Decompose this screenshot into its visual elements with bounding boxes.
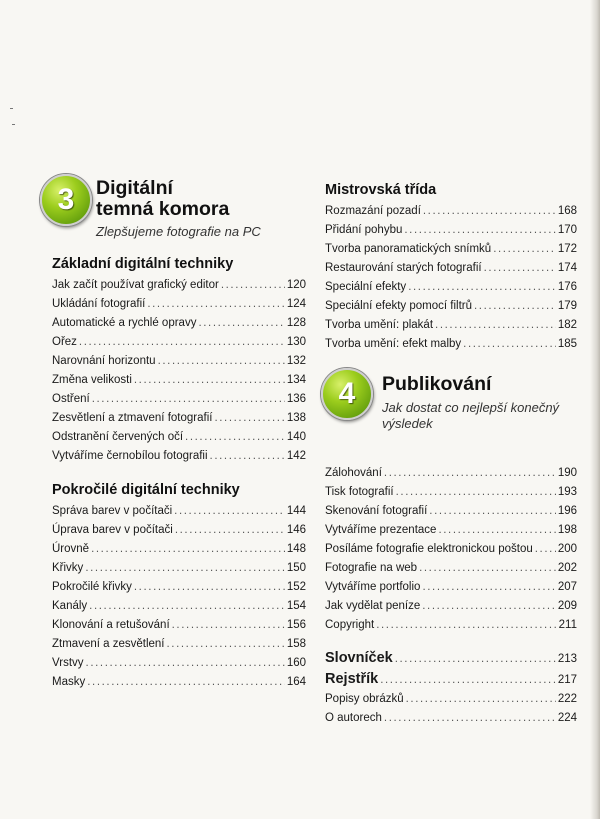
toc-entry-page: 146 bbox=[286, 524, 306, 536]
toc-entry[interactable] bbox=[325, 259, 577, 278]
dot-leader bbox=[147, 295, 284, 314]
dot-leader bbox=[474, 297, 556, 316]
toc-right-column bbox=[325, 182, 577, 728]
dot-leader bbox=[408, 278, 556, 297]
toc-entry-label: Přidání pohybu bbox=[325, 224, 403, 236]
toc-entry[interactable] bbox=[52, 540, 306, 559]
dot-leader bbox=[172, 616, 285, 635]
dot-leader bbox=[91, 540, 285, 559]
toc-entry-page: 224 bbox=[557, 712, 577, 724]
dot-leader bbox=[85, 559, 285, 578]
dot-leader bbox=[463, 335, 556, 354]
toc-entry-label: Zálohování bbox=[325, 467, 382, 479]
dot-leader bbox=[396, 483, 556, 502]
toc-entry[interactable] bbox=[325, 240, 577, 259]
toc-entry-label: Změna velikosti bbox=[52, 374, 132, 386]
toc-left-column bbox=[52, 172, 306, 692]
dot-leader bbox=[221, 276, 285, 295]
toc-entry[interactable] bbox=[325, 335, 577, 354]
dot-leader bbox=[376, 616, 556, 635]
toc-entry-label: Úrovně bbox=[52, 543, 90, 555]
toc-entry-label: Popisy obrázků bbox=[325, 693, 404, 705]
toc-entry[interactable] bbox=[52, 352, 306, 371]
toc-entry-label: O autorech bbox=[325, 712, 382, 724]
toc-entry[interactable] bbox=[325, 221, 577, 240]
toc-entry-label: Rozmazání pozadí bbox=[325, 205, 421, 217]
toc-entry[interactable] bbox=[325, 521, 577, 540]
toc-entry[interactable] bbox=[52, 635, 306, 654]
toc-entry[interactable] bbox=[52, 559, 306, 578]
toc-entry-page: 209 bbox=[557, 600, 577, 612]
toc-entry[interactable] bbox=[325, 559, 577, 578]
toc-entry-label: Vytváříme portfolio bbox=[325, 581, 421, 593]
toc-entry-page: 213 bbox=[557, 653, 577, 665]
chapter-title-line-2: temná komora bbox=[96, 198, 230, 220]
dot-leader bbox=[438, 521, 555, 540]
toc-entry-label: Speciální efekty pomocí filtrů bbox=[325, 300, 473, 312]
toc-entry-page: 182 bbox=[557, 319, 577, 331]
toc-entry-label: Ořez bbox=[52, 336, 77, 348]
chapter-4-header bbox=[325, 366, 577, 464]
toc-entry-page: 148 bbox=[286, 543, 306, 555]
toc-entry-page: 160 bbox=[286, 657, 306, 669]
spacer bbox=[325, 354, 577, 366]
toc-entry-label: Automatické a rychlé opravy bbox=[52, 317, 197, 329]
toc-list-advanced bbox=[52, 502, 306, 692]
toc-entry-page: 158 bbox=[286, 638, 306, 650]
toc-entry-page: 170 bbox=[557, 224, 577, 236]
toc-entry-page: 138 bbox=[286, 412, 306, 424]
dot-leader bbox=[406, 690, 556, 709]
toc-entry[interactable] bbox=[52, 428, 306, 447]
toc-entry-label: Tvorba umění: plakát bbox=[325, 319, 434, 331]
toc-entry[interactable] bbox=[325, 316, 577, 335]
dot-leader bbox=[198, 314, 284, 333]
dot-leader bbox=[175, 521, 285, 540]
dot-leader bbox=[158, 352, 285, 371]
toc-entry[interactable] bbox=[52, 447, 306, 466]
toc-entry-page: 202 bbox=[557, 562, 577, 574]
toc-entry-page: 164 bbox=[286, 676, 306, 688]
toc-entry-page: 222 bbox=[557, 693, 577, 705]
toc-entry-label: Restaurování starých fotografií bbox=[325, 262, 482, 274]
toc-entry-label: Pokročilé křivky bbox=[52, 581, 132, 593]
toc-entry-page: 217 bbox=[557, 674, 577, 686]
chapter-number-badge: 3 bbox=[40, 174, 92, 226]
toc-entry[interactable] bbox=[52, 371, 306, 390]
toc-entry-label: Skenování fotografií bbox=[325, 505, 428, 517]
dot-leader bbox=[210, 447, 285, 466]
toc-entry[interactable] bbox=[52, 276, 306, 295]
toc-entry-page: 185 bbox=[557, 338, 577, 350]
toc-entry-label: Tvorba umění: efekt malby bbox=[325, 338, 462, 350]
toc-entry-label: Křivky bbox=[52, 562, 84, 574]
toc-entry-label: Jak vydělat peníze bbox=[325, 600, 421, 612]
section-title-basic: Základní digitální techniky bbox=[52, 256, 234, 272]
dot-leader bbox=[134, 371, 285, 390]
toc-entry-page: 156 bbox=[286, 619, 306, 631]
toc-entry[interactable] bbox=[325, 616, 577, 635]
dot-leader bbox=[167, 635, 285, 654]
toc-entry[interactable] bbox=[52, 654, 306, 673]
toc-entry-page: 200 bbox=[557, 543, 577, 555]
toc-entry-page: 176 bbox=[557, 281, 577, 293]
toc-entry-page: 120 bbox=[286, 279, 306, 291]
toc-entry[interactable] bbox=[325, 297, 577, 316]
toc-entry-label: Klonování a retušování bbox=[52, 619, 170, 631]
toc-entry-page: 140 bbox=[286, 431, 306, 443]
dot-leader bbox=[86, 654, 285, 673]
toc-entry-label: Speciální efekty bbox=[325, 281, 407, 293]
toc-entry-page: 130 bbox=[286, 336, 306, 348]
toc-entry-page: 134 bbox=[286, 374, 306, 386]
dot-leader bbox=[395, 649, 556, 669]
toc-entry-page: 128 bbox=[286, 317, 306, 329]
toc-entry-label: Narovnání horizontu bbox=[52, 355, 156, 367]
dot-leader bbox=[79, 333, 285, 352]
toc-list-basic bbox=[52, 276, 306, 466]
dot-leader bbox=[429, 502, 556, 521]
chapter-title bbox=[96, 178, 229, 220]
toc-entry-label: Vrstvy bbox=[52, 657, 84, 669]
spacer bbox=[325, 635, 577, 648]
toc-entry-page: 142 bbox=[286, 450, 306, 462]
toc-entry-label: Posíláme fotografie elektronickou poštou bbox=[325, 543, 533, 555]
toc-entry[interactable] bbox=[325, 464, 577, 483]
toc-entry[interactable] bbox=[52, 597, 306, 616]
toc-entry-label: Ostření bbox=[52, 393, 90, 405]
dot-leader bbox=[422, 578, 555, 597]
dot-leader bbox=[435, 316, 556, 335]
margin-mark bbox=[10, 108, 13, 109]
dot-leader bbox=[493, 240, 556, 259]
toc-list-appendix bbox=[325, 648, 577, 728]
chapter-title-line-1: Digitální bbox=[96, 177, 173, 199]
dot-leader bbox=[384, 464, 556, 483]
dot-leader bbox=[134, 578, 285, 597]
toc-entry[interactable] bbox=[52, 673, 306, 692]
toc-entry[interactable] bbox=[52, 521, 306, 540]
toc-entry[interactable] bbox=[325, 278, 577, 297]
toc-entry-page: 150 bbox=[286, 562, 306, 574]
toc-entry-label: Správa barev v počítači bbox=[52, 505, 173, 517]
toc-list-master bbox=[325, 202, 577, 354]
toc-entry-page: 211 bbox=[558, 619, 577, 631]
dot-leader bbox=[87, 673, 285, 692]
toc-entry[interactable] bbox=[52, 295, 306, 314]
dot-leader bbox=[384, 709, 556, 728]
toc-entry-label: Zesvětlení a ztmavení fotografií bbox=[52, 412, 213, 424]
toc-entry-label: Ukládání fotografií bbox=[52, 298, 146, 310]
toc-entry-page: 144 bbox=[286, 505, 306, 517]
toc-entry-page: 174 bbox=[557, 262, 577, 274]
toc-entry-label: Úprava barev v počítači bbox=[52, 524, 173, 536]
toc-entry-label: Slovníček bbox=[325, 650, 393, 666]
toc-entry-label: Fotografie na web bbox=[325, 562, 418, 574]
toc-entry-page: 136 bbox=[286, 393, 306, 405]
chapter-title: Publikování bbox=[382, 373, 492, 395]
toc-entry-label: Tvorba panoramatických snímků bbox=[325, 243, 492, 255]
toc-entry-page: 207 bbox=[557, 581, 577, 593]
toc-entry-label: Copyright bbox=[325, 619, 375, 631]
toc-entry[interactable] bbox=[325, 597, 577, 616]
dot-leader bbox=[174, 502, 285, 521]
margin-mark bbox=[12, 124, 15, 125]
toc-entry-page: 132 bbox=[286, 355, 306, 367]
dot-leader bbox=[380, 670, 556, 690]
toc-entry-page: 198 bbox=[557, 524, 577, 536]
toc-entry-label: Jak začít používat grafický editor bbox=[52, 279, 219, 291]
toc-entry-label: Rejstřík bbox=[325, 671, 379, 687]
chapter-3-header bbox=[52, 172, 306, 250]
chapter-number-badge: 4 bbox=[321, 368, 373, 420]
toc-entry-glossary[interactable] bbox=[325, 648, 577, 669]
page-edge-shadow bbox=[590, 0, 600, 819]
dot-leader bbox=[404, 221, 555, 240]
toc-entry[interactable] bbox=[52, 502, 306, 521]
dot-leader bbox=[89, 597, 285, 616]
toc-entry[interactable] bbox=[52, 616, 306, 635]
toc-entry-page: 152 bbox=[286, 581, 306, 593]
toc-entry[interactable] bbox=[325, 690, 577, 709]
section-title-master: Mistrovská třída bbox=[325, 182, 437, 198]
chapter-subtitle: Jak dostat co nejlepší konečný výsledek bbox=[382, 400, 560, 431]
toc-entry[interactable] bbox=[325, 709, 577, 728]
toc-entry[interactable] bbox=[52, 578, 306, 597]
toc-entry[interactable] bbox=[52, 409, 306, 428]
toc-entry-page: 168 bbox=[557, 205, 577, 217]
toc-entry-label: Ztmavení a zesvětlení bbox=[52, 638, 165, 650]
section-title-advanced: Pokročilé digitální techniky bbox=[52, 482, 240, 498]
toc-entry-page: 154 bbox=[286, 600, 306, 612]
chapter-subtitle: Zlepšujeme fotografie na PC bbox=[96, 224, 261, 239]
toc-entry[interactable] bbox=[325, 578, 577, 597]
toc-entry-page: 179 bbox=[557, 300, 577, 312]
dot-leader bbox=[214, 409, 284, 428]
dot-leader bbox=[185, 428, 285, 447]
toc-entry-label: Odstranění červených očí bbox=[52, 431, 184, 443]
toc-entry[interactable] bbox=[325, 483, 577, 502]
toc-entry-page: 190 bbox=[557, 467, 577, 479]
dot-leader bbox=[422, 597, 556, 616]
toc-entry-label: Masky bbox=[52, 676, 86, 688]
toc-entry[interactable] bbox=[52, 390, 306, 409]
toc-entry[interactable] bbox=[325, 502, 577, 521]
spacer bbox=[52, 466, 306, 476]
dot-leader bbox=[484, 259, 556, 278]
toc-entry-label: Kanály bbox=[52, 600, 88, 612]
toc-entry[interactable] bbox=[325, 540, 577, 559]
toc-list-publishing bbox=[325, 464, 577, 635]
toc-entry-page: 196 bbox=[557, 505, 577, 517]
dot-leader bbox=[535, 540, 556, 559]
toc-entry-page: 124 bbox=[286, 298, 306, 310]
toc-entry-page: 193 bbox=[557, 486, 577, 498]
toc-entry-label: Vytváříme prezentace bbox=[325, 524, 437, 536]
toc-entry[interactable] bbox=[52, 314, 306, 333]
toc-entry[interactable] bbox=[325, 202, 577, 221]
dot-leader bbox=[419, 559, 556, 578]
toc-entry-page: 172 bbox=[557, 243, 577, 255]
toc-entry-index[interactable] bbox=[325, 669, 577, 690]
toc-entry-label: Vytváříme černobílou fotografii bbox=[52, 450, 208, 462]
dot-leader bbox=[92, 390, 285, 409]
toc-entry-label: Tisk fotografií bbox=[325, 486, 394, 498]
toc-entry[interactable] bbox=[52, 333, 306, 352]
dot-leader bbox=[423, 202, 556, 221]
